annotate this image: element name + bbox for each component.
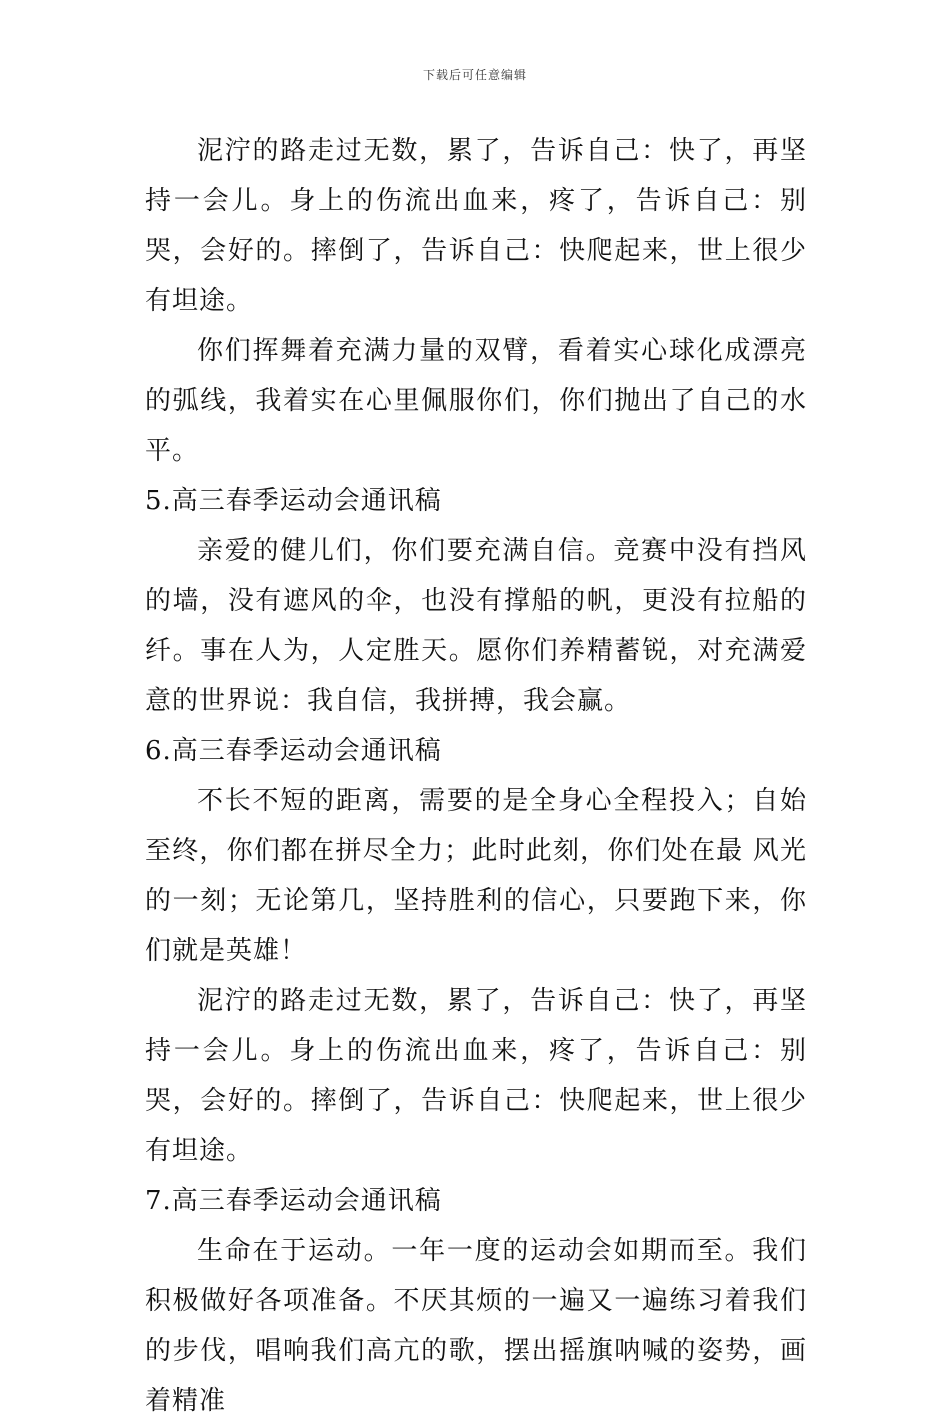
paragraph: 泥泞的路走过无数，累了，告诉自己：快了，再坚持一会儿。身上的伤流出血来，疼了，告诉自己：别哭，会好的。摔倒了，告诉自己：快爬起来，世上很少有坦途。 bbox=[145, 136, 807, 316]
page-header: 下载后可任意编辑 bbox=[422, 68, 527, 82]
document-body bbox=[145, 126, 807, 1426]
paragraph: 泥泞的路走过无数，累了，告诉自己：快了，再坚持一会儿。身上的伤流出血来，疼了，告诉自己：别哭，会好的。摔倒了，告诉自己：快爬起来，世上很少有坦途。 bbox=[145, 986, 807, 1166]
section-heading: 6.高三春季运动会通讯稿 bbox=[145, 736, 442, 766]
paragraph: 生命在于运动。一年一度的运动会如期而至。我们积极做好各项准备。不厌其烦的一遍又一遍练习着我们的步伐，唱响我们高亢的歌，摆出摇旗呐喊的姿势，画着精准 bbox=[145, 1236, 807, 1416]
paragraph: 亲爱的健儿们，你们要充满自信。竞赛中没有挡风的墙，没有遮风的伞，也没有撑船的帆，更没有拉船的纤。事在人为，人定胜天。愿你们养精蓄锐，对充满爱意的世界说：我自信，我拼搏，我会赢。 bbox=[145, 536, 807, 716]
paragraph: 你们挥舞着充满力量的双臂，看着实心球化成漂亮的弧线，我着实在心里佩服你们，你们抛出了自己的水平。 bbox=[145, 336, 807, 466]
section-heading: 7.高三春季运动会通讯稿 bbox=[145, 1186, 442, 1216]
section-heading: 5.高三春季运动会通讯稿 bbox=[145, 486, 442, 516]
paragraph: 不长不短的距离，需要的是全身心全程投入；自始至终，你们都在拼尽全力；此时此刻，你们处在最 风光的一刻；无论第几，坚持胜利的信心，只要跑下来，你们就是英雄！ bbox=[145, 786, 807, 966]
